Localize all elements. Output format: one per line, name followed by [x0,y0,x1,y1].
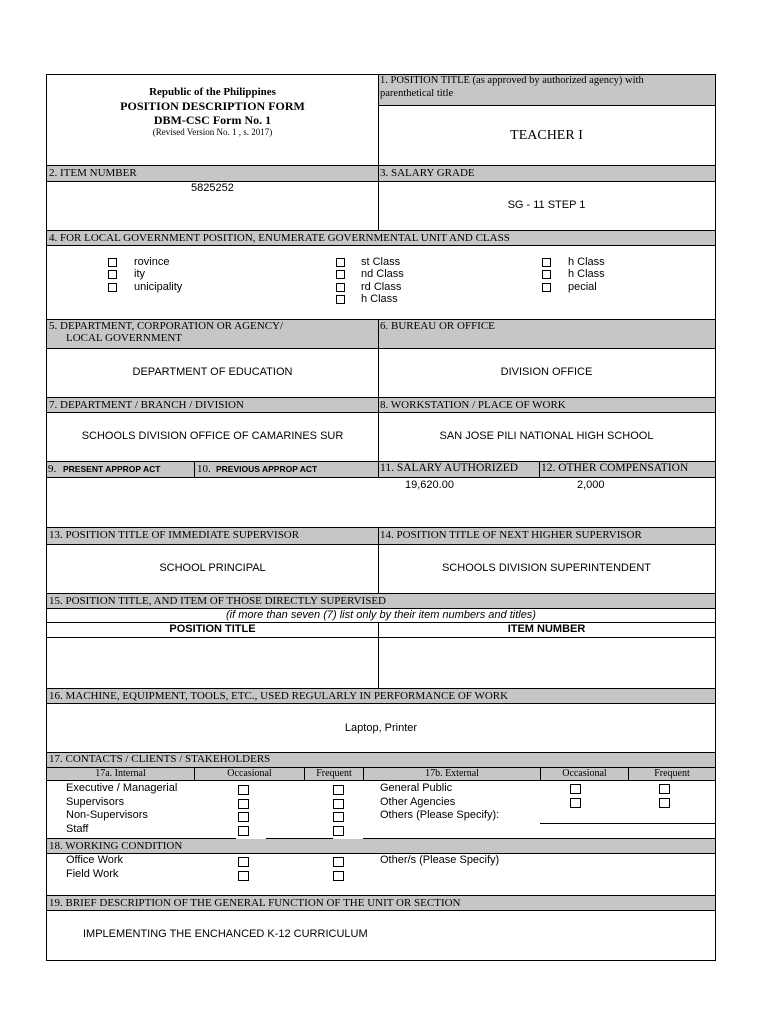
general-public-occasional-checkbox[interactable] [570,784,581,794]
nonsupervisors-occasional-checkbox[interactable] [238,812,249,822]
class2-label: nd Class [361,268,404,280]
nonsupervisors-frequent-checkbox[interactable] [333,812,344,822]
salary-grade-value: SG - 11 STEP 1 [507,199,586,211]
rule [46,348,716,349]
salary-grade-label: 3. SALARY GRADE [380,167,475,179]
form-revision: (Revised Version No. 1 , s. 2017) [152,127,273,137]
city-label: ity [134,268,145,280]
office-work-frequent-checkbox[interactable] [333,857,344,867]
rule [46,910,716,911]
previous-approp-number: 10. [197,463,211,475]
special-label: pecial [568,281,597,293]
rule [46,230,716,231]
general-public-frequent-checkbox[interactable] [659,784,670,794]
class3-checkbox[interactable] [336,283,345,292]
division-value: SCHOOLS DIVISION OFFICE OF CAMARINES SUR [81,430,344,442]
office-work-label: Office Work [66,854,124,866]
other-compensation-label: 12. OTHER COMPENSATION [541,462,689,474]
rule [46,527,716,528]
contacts-label: 17. CONTACTS / CLIENTS / STAKEHOLDERS [49,753,271,765]
rule [46,412,716,413]
department-label: 5. DEPARTMENT, CORPORATION OR AGENCY/ [49,320,284,332]
supervised-label: 15. POSITION TITLE, AND ITEM OF THOSE DIRECTLY SUPERVISED [49,595,386,607]
other-conditions-label: Other/s (Please Specify) [380,854,500,866]
rule [46,895,716,896]
municipality-label: unicipality [134,281,183,293]
salary-authorized-value: 19,620.00 [405,479,454,491]
executive-occasional-checkbox[interactable] [238,785,249,795]
rule [539,461,540,478]
internal-item-supervisors: Supervisors [66,796,125,808]
special-checkbox[interactable] [542,283,551,292]
item-number-label: 2. ITEM NUMBER [49,167,137,179]
class2-checkbox[interactable] [336,270,345,279]
rule [378,319,379,478]
rule [46,637,716,638]
frequent-column-header: Frequent [316,768,352,779]
workstation-value: SAN JOSE PILI NATIONAL HIGH SCHOOL [439,430,654,442]
equipment-value: Laptop, Printer [344,722,418,734]
internal-item-staff: Staff [66,823,89,835]
external-item-general-public: General Public [380,782,453,794]
office-work-occasional-checkbox[interactable] [238,857,249,867]
field-work-label: Field Work [66,868,119,880]
other-compensation-value: 2,000 [577,479,605,491]
rule [46,165,716,166]
external-item-others: Others (Please Specify): [380,809,500,821]
field-work-frequent-checkbox[interactable] [333,871,344,881]
rule [363,838,716,839]
form-code: DBM-CSC Form No. 1 [153,113,272,127]
working-condition-label: 18. WORKING CONDITION [49,840,183,852]
municipality-checkbox[interactable] [108,283,117,292]
frequent-column-header-2: Frequent [654,768,690,779]
class6-label: h Class [568,268,605,280]
external-column-header: 17b. External [425,768,479,779]
occasional-column-header-2: Occasional [562,768,607,779]
rule [540,823,716,824]
immediate-supervisor-label: 13. POSITION TITLE OF IMMEDIATE SUPERVISOR [49,529,300,541]
city-checkbox[interactable] [108,270,117,279]
salary-authorized-label: 11. SALARY AUTHORIZED [380,462,519,474]
workstation-label: 8. WORKSTATION / PLACE OF WORK [380,399,566,411]
local-gov-label: 4. FOR LOCAL GOVERNMENT POSITION, ENUMERATE GOVERNMENTAL UNIT AND CLASS [49,232,510,244]
other-agencies-occasional-checkbox[interactable] [570,798,581,808]
other-agencies-frequent-checkbox[interactable] [659,798,670,808]
bureau-label: 6. BUREAU OR OFFICE [380,320,495,332]
supervisors-frequent-checkbox[interactable] [333,799,344,809]
internal-item-executive: Executive / Managerial [66,782,178,794]
present-approp-label: PRESENT APPROP ACT [63,464,161,474]
external-item-other-agencies: Other Agencies [380,796,456,808]
class5-checkbox[interactable] [542,258,551,267]
class5-label: h Class [568,256,605,268]
class4-label: h Class [361,293,398,305]
division-label: 7. DEPARTMENT / BRANCH / DIVISION [49,399,244,411]
item-number-value: 5825252 [191,182,234,194]
rule [46,477,716,478]
form-name: POSITION DESCRIPTION FORM [120,99,305,113]
rule [266,838,333,839]
item-number-column-header: ITEM NUMBER [507,623,586,635]
class6-checkbox[interactable] [542,270,551,279]
class1-label: st Class [361,256,401,268]
rule [46,688,716,689]
bureau-value: DIVISION OFFICE [500,366,593,378]
present-approp-number: 9. [48,463,57,475]
internal-item-nonsupervisors: Non-Supervisors [66,809,148,821]
class3-label: rd Class [361,281,402,293]
rule [46,181,716,182]
function-description-label: 19. BRIEF DESCRIPTION OF THE GENERAL FUNCTION OF THE UNIT OR SECTION [49,897,461,909]
immediate-supervisor-value: SCHOOL PRINCIPAL [159,562,266,574]
f1-label: 1. POSITION TITLE (as approved by authorized agency) with [380,75,644,86]
rule [46,544,716,545]
f1-label-line2: parenthetical title [380,88,454,99]
occasional-column-header: Occasional [227,768,272,779]
supervised-note: (if more than seven (7) list only by their item numbers and titles) [226,609,536,621]
function-description-value: IMPLEMENTING THE ENCHANCED K-12 CURRICULUM [83,928,368,940]
rule [46,703,716,704]
executive-frequent-checkbox[interactable] [333,785,344,795]
position-title-column-header: POSITION TITLE [169,623,256,635]
republic-heading: Republic of the Philippines [149,86,276,98]
rule [46,780,716,781]
department-label-line2: LOCAL GOVERNMENT [66,332,182,344]
department-value: DEPARTMENT OF EDUCATION [132,366,293,378]
equipment-label: 16. MACHINE, EQUIPMENT, TOOLS, ETC., USED REGULARLY IN PERFORMANCE OF WORK [49,690,509,702]
class4-checkbox[interactable] [336,295,345,304]
rule [46,397,716,398]
next-supervisor-label: 14. POSITION TITLE OF NEXT HIGHER SUPERVISOR [380,529,642,541]
rule [378,527,379,594]
rule [46,593,716,594]
province-checkbox[interactable] [108,258,117,267]
next-supervisor-value: SCHOOLS DIVISION SUPERINTENDENT [441,562,652,574]
rule [46,838,236,839]
internal-column-header: 17a. Internal [95,768,146,779]
field-work-occasional-checkbox[interactable] [238,871,249,881]
rule [194,461,195,478]
staff-frequent-checkbox[interactable] [333,826,344,836]
previous-approp-label: PREVIOUS APPROP ACT [216,464,318,474]
class1-checkbox[interactable] [336,258,345,267]
staff-occasional-checkbox[interactable] [238,826,249,836]
rule [46,245,716,246]
position-title-value: TEACHER I [510,128,583,143]
rule [378,105,716,106]
supervisors-occasional-checkbox[interactable] [238,799,249,809]
province-label: rovince [134,256,170,268]
